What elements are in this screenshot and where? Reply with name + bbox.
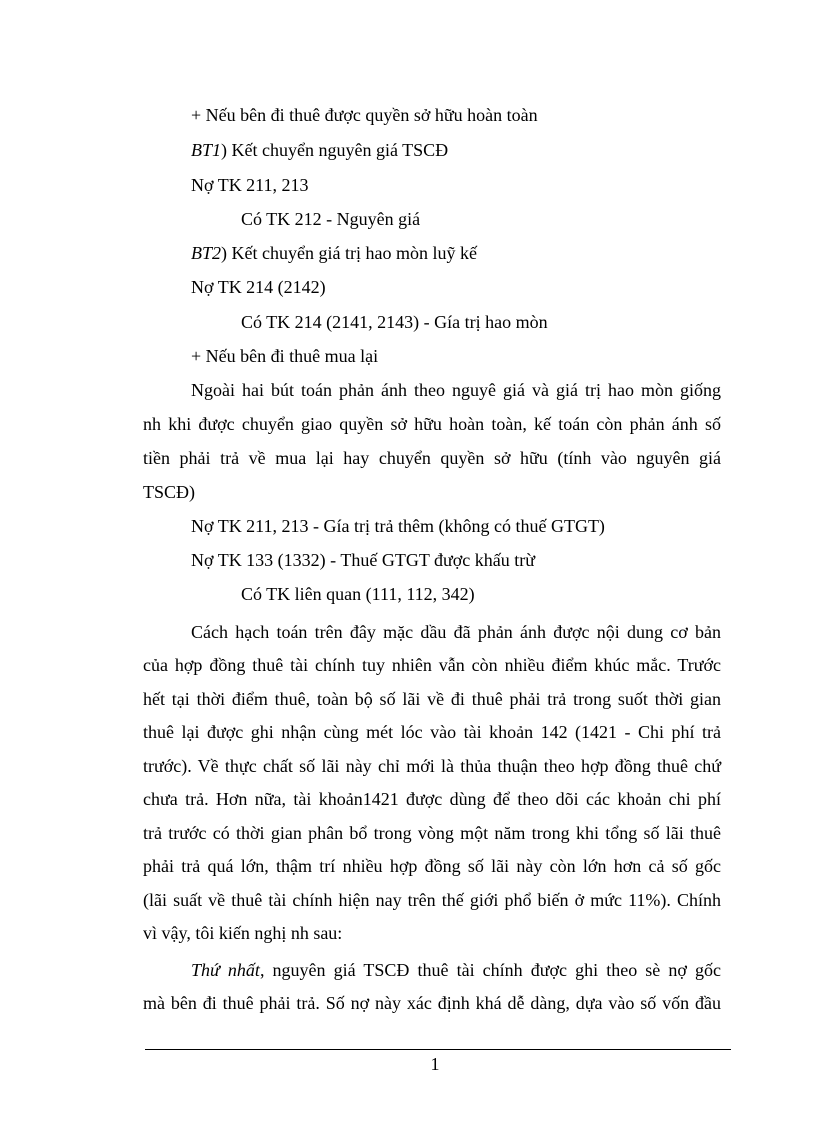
paragraph-line: hết tại thời điểm thuê, toàn bộ số lãi về đi thuê phải trả trong suốt thời gian — [143, 689, 721, 709]
paragraph-line: của hợp đồng thuê tài chính tuy nhiên vẫn còn nhiều điểm khúc mắc. Trước — [143, 655, 721, 675]
paragraph-line: Cách hạch toán trên đây mặc dầu đã phản ánh được nội dung cơ bản — [191, 622, 721, 642]
paragraph-line: mà bên đi thuê phải trả. Số nợ này xác định khá dễ dàng, dựa vào số vốn đầu — [143, 993, 721, 1013]
emphasis-text: Thứ nhất — [191, 960, 260, 980]
paragraph-line: nh khi được chuyển giao quyền sở hữu hoàn toàn, kế toán còn phản ánh số — [143, 414, 721, 434]
paragraph-line: chưa trả. Hơn nữa, tài khoản1421 được dùng để theo dõi các khoản chi phí — [143, 789, 721, 809]
entry-text: ) Kết chuyển giá trị hao mòn luỹ kế — [221, 243, 477, 263]
entry-label: BT2 — [191, 243, 222, 263]
text-line — [191, 241, 477, 265]
paragraph-line: (lãi suất về thuê tài chính hiện nay trên thế giới phổ biến ở mức 11%). Chính — [143, 890, 721, 910]
entry-text: ) Kết chuyển nguyên giá TSCĐ — [221, 140, 449, 160]
text-line: Nợ TK 211, 213 - Gía trị trả thêm (không có thuế GTGT) — [191, 516, 605, 536]
text-line: Có TK 212 - Nguyên giá — [241, 209, 421, 229]
paragraph-line: vì vậy, tôi kiến nghị nh sau: — [143, 923, 343, 943]
paragraph-line: Ngoài hai bút toán phản ánh theo nguyê giá và giá trị hao mòn giống — [191, 380, 721, 400]
footer-divider — [145, 1049, 731, 1050]
page-number: 1 — [430, 1054, 440, 1074]
paragraph-line: trước). Về thực chất số lãi này chỉ mới là thủa thuận theo hợp đồng thuê chứ — [143, 756, 721, 776]
paragraph-text: , nguyên giá TSCĐ thuê tài chính được ghi theo sè nợ gốc — [259, 960, 721, 980]
paragraph-line: phải trả quá lớn, thậm trí nhiều hợp đồng số lãi này còn lớn hơn cả số gốc — [143, 856, 721, 876]
text-line: Nợ TK 211, 213 — [191, 175, 309, 195]
text-line — [191, 138, 448, 162]
text-line: Có TK 214 (2141, 2143) - Gía trị hao mòn — [241, 312, 548, 332]
entry-label: BT1 — [191, 140, 222, 160]
paragraph-line: tiền phải trả về mua lại hay chuyển quyền sở hữu (tính vào nguyên giá — [143, 448, 721, 468]
paragraph-line — [191, 958, 721, 982]
text-line: Nợ TK 133 (1332) - Thuế GTGT được khấu trừ — [191, 550, 535, 570]
text-line: Nợ TK 214 (2142) — [191, 277, 326, 297]
paragraph-line: thuê lại được ghi nhận cùng mét lóc vào tài khoản 142 (1421 - Chi phí trả — [143, 722, 721, 742]
text-line: + Nếu bên đi thuê mua lại — [191, 346, 379, 366]
paragraph-line: trả trước có thời gian phân bổ trong vòng một năm trong khi tổng số lãi thuê — [143, 823, 721, 843]
paragraph-line: TSCĐ) — [143, 482, 196, 502]
text-line: + Nếu bên đi thuê được quyền sở hữu hoàn toàn — [191, 105, 538, 125]
text-line: Có TK liên quan (111, 112, 342) — [241, 584, 475, 604]
